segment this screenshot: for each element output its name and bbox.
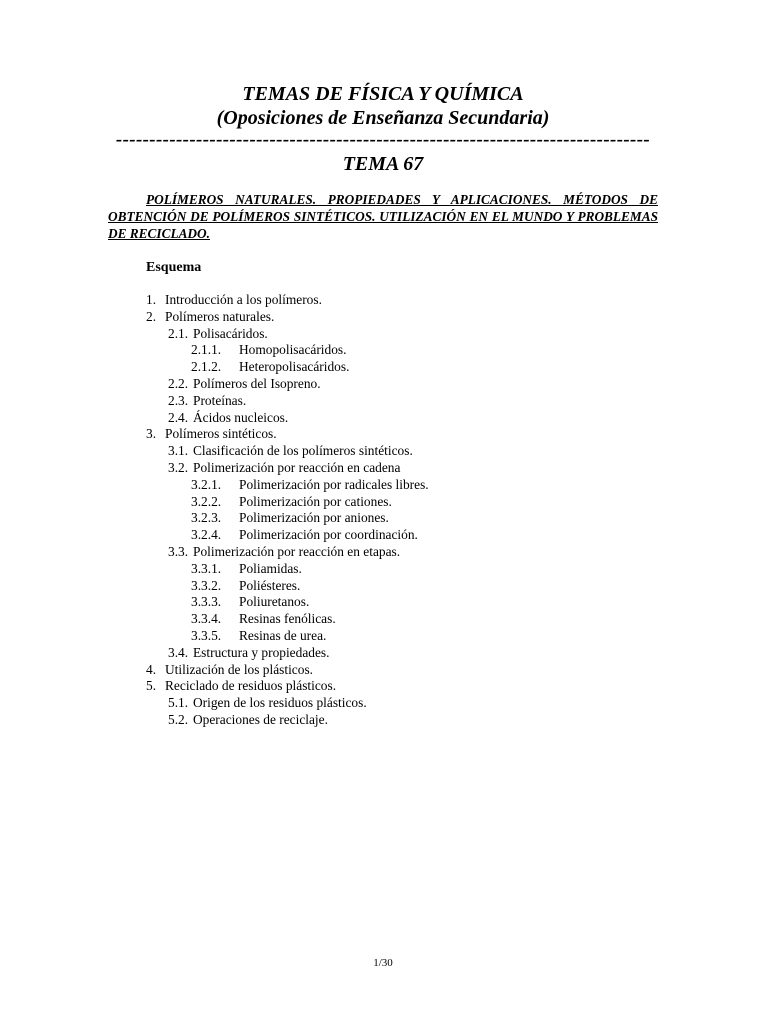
outline-item — [108, 510, 658, 527]
outline-item-number: 3.3.4. — [191, 611, 222, 627]
outline-item-text: Polisacáridos. — [193, 325, 268, 341]
outline-item — [108, 376, 658, 393]
outline-item — [108, 326, 658, 343]
outline-item-text: Estructura y propiedades. — [193, 644, 330, 660]
outline-item-text: Operaciones de reciclaje. — [193, 711, 328, 727]
outline-item-text: Polimerización por cationes. — [239, 493, 392, 509]
outline-item-number: 3.3.5. — [191, 627, 222, 643]
outline-item-number: 3. — [146, 426, 157, 442]
outline-item-number: 3.3. — [168, 543, 189, 559]
outline-item-number: 4. — [146, 661, 157, 677]
outline-item-number: 2.2. — [168, 375, 189, 391]
outline-item — [108, 712, 658, 729]
outline-item — [108, 678, 658, 695]
outline-item — [108, 494, 658, 511]
outline-item-text: Heteropolisacáridos. — [239, 359, 350, 375]
outline-item — [108, 645, 658, 662]
outline-item-number: 2.4. — [168, 409, 189, 425]
outline-item — [108, 292, 658, 309]
outline-item-number: 3.3.3. — [191, 594, 222, 610]
outline-item-text: Polimerización por reacción en cadena — [193, 459, 401, 475]
outline-item-text: Polímeros sintéticos. — [165, 426, 277, 442]
outline-item-number: 5.1. — [168, 695, 189, 711]
outline-item-text: Resinas de urea. — [239, 627, 327, 643]
outline-item-text: Polímeros naturales. — [165, 308, 275, 324]
outline-item-text: Origen de los residuos plásticos. — [193, 695, 367, 711]
outline-item-text: Reciclado de residuos plásticos. — [165, 678, 337, 694]
outline-item — [108, 359, 658, 376]
outline-item-text: Poliésteres. — [239, 577, 301, 593]
outline-item — [108, 594, 658, 611]
page-number: 1/30 — [373, 957, 393, 969]
document-page — [108, 0, 658, 1024]
outline-item-text: Homopolisacáridos. — [239, 342, 347, 358]
outline-item-number: 3.2.4. — [191, 527, 222, 543]
outline-item-text: Utilización de los plásticos. — [165, 661, 314, 677]
outline-item — [108, 628, 658, 645]
outline-item-text: Introducción a los polímeros. — [165, 292, 322, 307]
outline-item-text: Poliamidas. — [239, 560, 302, 576]
outline-item — [108, 443, 658, 460]
outline-item-number: 3.4. — [168, 644, 189, 660]
outline-item-number: 3.2.2. — [191, 493, 222, 509]
outline-item-number: 2.1.1. — [191, 342, 222, 358]
outline-item-text: Polímeros del Isopreno. — [193, 375, 321, 391]
outline-item — [108, 477, 658, 494]
outline-item — [108, 309, 658, 326]
outline-item-number: 3.2.3. — [191, 510, 222, 526]
outline-item-number: 2. — [146, 308, 157, 324]
outline-item-text: Polimerización por reacción en etapas. — [193, 543, 401, 559]
outline-item-number: 3.2. — [168, 459, 189, 475]
outline-item-text: Resinas fenólicas. — [239, 611, 336, 627]
outline-item-text: Polimerización por aniones. — [239, 510, 389, 526]
topic-subject — [108, 191, 658, 243]
series-subtitle: (Oposiciones de Enseñanza Secundaria) — [216, 107, 550, 129]
outline-item-number: 5. — [146, 678, 157, 694]
outline-item-text: Polimerización por coordinación. — [239, 527, 418, 543]
outline-item-number: 2.1. — [168, 325, 189, 341]
outline-item — [108, 426, 658, 443]
outline-item-text: Clasificación de los polímeros sintéticos. — [193, 443, 413, 459]
outline-item — [108, 342, 658, 359]
outline-item — [108, 611, 658, 628]
outline-item-number: 3.3.2. — [191, 577, 222, 593]
topic-number: TEMA 67 — [342, 153, 424, 175]
outline-item-number: 5.2. — [168, 711, 189, 727]
outline-item — [108, 561, 658, 578]
outline-item — [108, 662, 658, 679]
outline-item — [108, 410, 658, 427]
outline-item-number: 1. — [146, 292, 157, 307]
title-separator: -------------------------------------------------------------------------------- — [115, 130, 651, 150]
outline-item-number: 2.1.2. — [191, 359, 222, 375]
outline-item-text: Poliuretanos. — [239, 594, 310, 610]
outline-item-number: 2.3. — [168, 392, 189, 408]
outline-item-text: Polimerización por radicales libres. — [239, 476, 429, 492]
outline-item — [108, 695, 658, 712]
outline-item — [108, 393, 658, 410]
outline-item-text: Proteínas. — [193, 392, 247, 408]
outline-item-number: 3.3.1. — [191, 560, 222, 576]
outline-item — [108, 578, 658, 595]
outline-item-number: 3.2.1. — [191, 476, 222, 492]
series-title: TEMAS DE FÍSICA Y QUÍMICA — [242, 83, 524, 105]
outline-item — [108, 527, 658, 544]
outline-item — [108, 460, 658, 477]
topic-subject-text: POLÍMEROS NATURALES. PROPIEDADES Y APLICACIONES. MÉTODOS DE OBTENCIÓN DE POLÍMEROS SINTÉTICOS. UTILIZACIÓN EN EL MUNDO Y PROBLEMAS DE RECICLADO. — [108, 192, 658, 242]
outline-item-text: Ácidos nucleicos. — [193, 409, 289, 425]
outline-heading: Esquema — [146, 260, 202, 275]
outline-item-number: 3.1. — [168, 443, 189, 459]
outline-list — [108, 292, 658, 729]
outline-item — [108, 544, 658, 561]
